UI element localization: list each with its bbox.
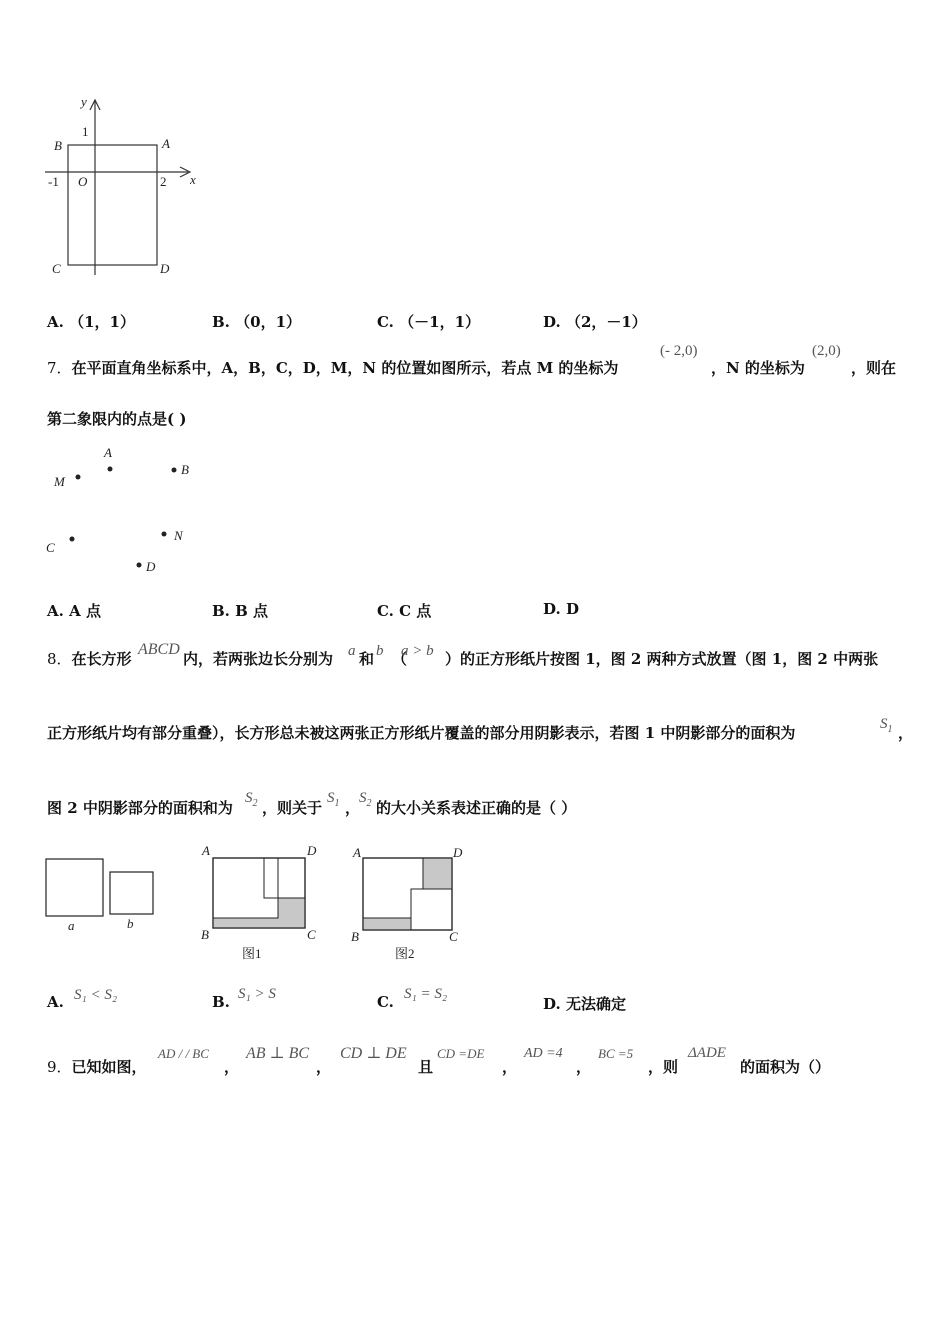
fig1-d-label: D	[307, 843, 317, 858]
square-a	[46, 859, 103, 916]
point-n	[162, 532, 167, 537]
q8-s1-b	[327, 790, 340, 809]
point-a	[108, 467, 113, 472]
s2b-subscript: 2	[366, 798, 372, 809]
q8-t5: ）的正方形纸片按图 1，图 2 两种方式放置（图 1，图 2 中两张	[445, 650, 879, 668]
q7-text3: ，则在	[851, 359, 897, 377]
option-letter: D.	[543, 995, 561, 1013]
option-text: （－1，1）	[399, 313, 481, 331]
option-letter: B.	[212, 313, 230, 331]
q8-option-c-math: S₁ = S₂	[404, 986, 448, 1002]
fig2-shade-bottom	[363, 918, 411, 930]
q6-option-c[interactable]	[377, 311, 480, 332]
q8-figures	[40, 840, 480, 970]
q9-stem-start	[47, 1056, 147, 1077]
q9-ad-parallel-bc: AD / / BC	[158, 1046, 209, 1061]
q8-line3a: 图 2 中阴影部分的面积和为	[47, 799, 233, 817]
q6-coordinate-figure	[40, 90, 220, 290]
q9-c2: ，	[316, 1058, 332, 1076]
option-letter: A.	[47, 313, 64, 331]
option-text: （1，1）	[69, 313, 135, 331]
q7-option-d[interactable]	[543, 600, 579, 618]
q8-option-b[interactable]	[212, 993, 230, 1011]
q7-number: 7．	[47, 359, 72, 377]
q7-stem-line1	[47, 357, 618, 378]
point-m-label: M	[54, 474, 65, 489]
q8-s2-b	[359, 790, 372, 809]
fig1-b-label: B	[201, 927, 209, 942]
q9-c4: ，	[576, 1058, 592, 1076]
tick-two: 2	[160, 174, 167, 189]
point-c	[70, 537, 75, 542]
q7-text1: 在平面直角坐标系中，A，B，C，D，M，N 的位置如图所示，若点 M 的坐标为	[71, 359, 619, 377]
point-d-label: D	[160, 261, 170, 276]
fig2-shade-top	[423, 858, 452, 889]
s1b-subscript: 1	[334, 798, 340, 809]
point-b	[172, 468, 177, 473]
q9-t3: ，则	[648, 1058, 679, 1076]
s1b-symbol: S	[327, 790, 335, 806]
q8-option-a-math: S₁ < S₂	[74, 987, 118, 1003]
q7-option-a[interactable]	[47, 600, 101, 621]
s1-symbol: S	[880, 716, 888, 732]
q8-option-a[interactable]	[47, 993, 64, 1011]
q9-cd-eq-de: CD =DE	[437, 1046, 485, 1061]
fig2-caption: 图2	[395, 946, 415, 961]
origin-label: O	[78, 174, 88, 189]
point-d	[137, 563, 142, 568]
q9-c3: ，	[502, 1058, 518, 1076]
q8-t2: 内，若两张边长分别为	[183, 650, 334, 668]
fig2-d-label: D	[453, 845, 463, 860]
q8-t4: （	[392, 650, 408, 668]
point-m	[76, 475, 81, 480]
figure-2	[351, 845, 463, 961]
q7-stem-line2: 第二象限内的点是( )	[47, 410, 187, 428]
q8-a-gt-b: a > b	[401, 643, 434, 659]
point-c-label: C	[52, 261, 61, 276]
q9-t4: 的面积为（）	[740, 1058, 831, 1076]
fig1-shade-corner	[278, 898, 305, 928]
square-b	[110, 872, 153, 914]
q7-n-coordinate: (2,0)	[812, 343, 841, 359]
q8-option-c[interactable]	[377, 993, 394, 1011]
s1-subscript: 1	[887, 724, 893, 735]
q8-s1	[880, 716, 893, 735]
q8-number: 8．	[47, 650, 72, 668]
x-label: x	[190, 172, 196, 187]
fig2-b-label: B	[351, 929, 359, 944]
option-text: C 点	[399, 602, 432, 620]
point-a-label: A	[162, 136, 170, 151]
point-a-label: A	[104, 445, 112, 460]
point-n-label: N	[174, 528, 183, 543]
q7-points-figure	[40, 440, 220, 580]
option-text: B 点	[235, 602, 269, 620]
option-letter: C.	[377, 313, 394, 331]
option-letter: A.	[47, 993, 64, 1011]
option-text: 无法确定	[565, 995, 626, 1013]
q8-comma: ，	[898, 724, 914, 742]
option-letter: C.	[377, 602, 394, 620]
q9-ad-eq-4: AD =4	[524, 1046, 563, 1061]
q8-t1: 在长方形	[71, 650, 132, 668]
option-letter: B.	[212, 602, 230, 620]
y-label: y	[81, 94, 87, 109]
q9-cd-perp-de: CD ⊥ DE	[340, 1045, 407, 1062]
point-d-label: D	[146, 559, 156, 574]
q8-line3b: ，则关于	[262, 799, 323, 817]
option-text: D	[565, 600, 579, 618]
fig1-caption: 图1	[242, 946, 262, 961]
point-b-label: B	[181, 462, 189, 477]
q8-line3c: 的大小关系表述正确的是（ ）	[376, 799, 577, 817]
fig2-a-label: A	[353, 845, 361, 860]
option-letter: B.	[212, 993, 230, 1011]
option-letter: C.	[377, 993, 394, 1011]
tick-neg-one: -1	[48, 174, 59, 189]
fig2-c-label: C	[449, 929, 458, 944]
option-letter: D.	[543, 313, 561, 331]
option-text: （2，－1）	[565, 313, 647, 331]
q6-option-d[interactable]	[543, 311, 647, 332]
q8-abcd: ABCD	[138, 641, 180, 658]
q9-triangle-ade: ΔADE	[688, 1045, 726, 1061]
q8-stem-line1a	[47, 648, 132, 669]
option-letter: D.	[543, 600, 561, 618]
q9-t2: 且	[418, 1058, 434, 1076]
q8-stem-line2: 正方形纸片均有部分重叠），长方形总未被这两张正方形纸片覆盖的部分用阴影表示，若图 1 中阴影部分的面积为	[47, 724, 796, 742]
q7-m-coordinate: (- 2,0)	[660, 343, 698, 359]
q8-s2	[245, 790, 258, 809]
s2-symbol: S	[245, 790, 253, 806]
point-b-label: B	[54, 138, 62, 153]
square-b-label: b	[127, 916, 134, 931]
rectangle-abcd	[68, 145, 157, 265]
q9-bc-eq-5: BC =5	[598, 1046, 634, 1061]
option-text: A 点	[69, 602, 101, 620]
q7-text2: ，N 的坐标为	[711, 359, 805, 377]
q8-sep: ，	[345, 799, 361, 817]
q8-option-d[interactable]	[543, 993, 626, 1014]
q8-a: a	[348, 643, 356, 659]
tick-one: 1	[82, 124, 89, 139]
s2-subscript: 2	[252, 798, 258, 809]
figure-1	[201, 843, 317, 961]
q9-number: 9．	[47, 1058, 72, 1076]
q9-ab-perp-bc: AB ⊥ BC	[246, 1045, 310, 1062]
s2b-symbol: S	[359, 790, 367, 806]
fig1-a-label: A	[202, 843, 210, 858]
q9-c1: ，	[224, 1058, 240, 1076]
option-letter: A.	[47, 602, 64, 620]
q8-option-b-math: S₁ > S	[238, 986, 276, 1002]
point-c-label: C	[46, 540, 55, 555]
square-a-label: a	[68, 918, 75, 933]
q7-option-c[interactable]	[377, 600, 431, 621]
q6-option-b[interactable]	[212, 311, 301, 332]
q6-option-a[interactable]	[47, 311, 135, 332]
option-text: （0，1）	[235, 313, 302, 331]
fig1-c-label: C	[307, 927, 316, 942]
q8-t3: 和	[359, 650, 375, 668]
q8-b: b	[376, 643, 384, 659]
q7-option-b[interactable]	[212, 600, 268, 621]
q9-t1: 已知如图，	[71, 1058, 147, 1076]
